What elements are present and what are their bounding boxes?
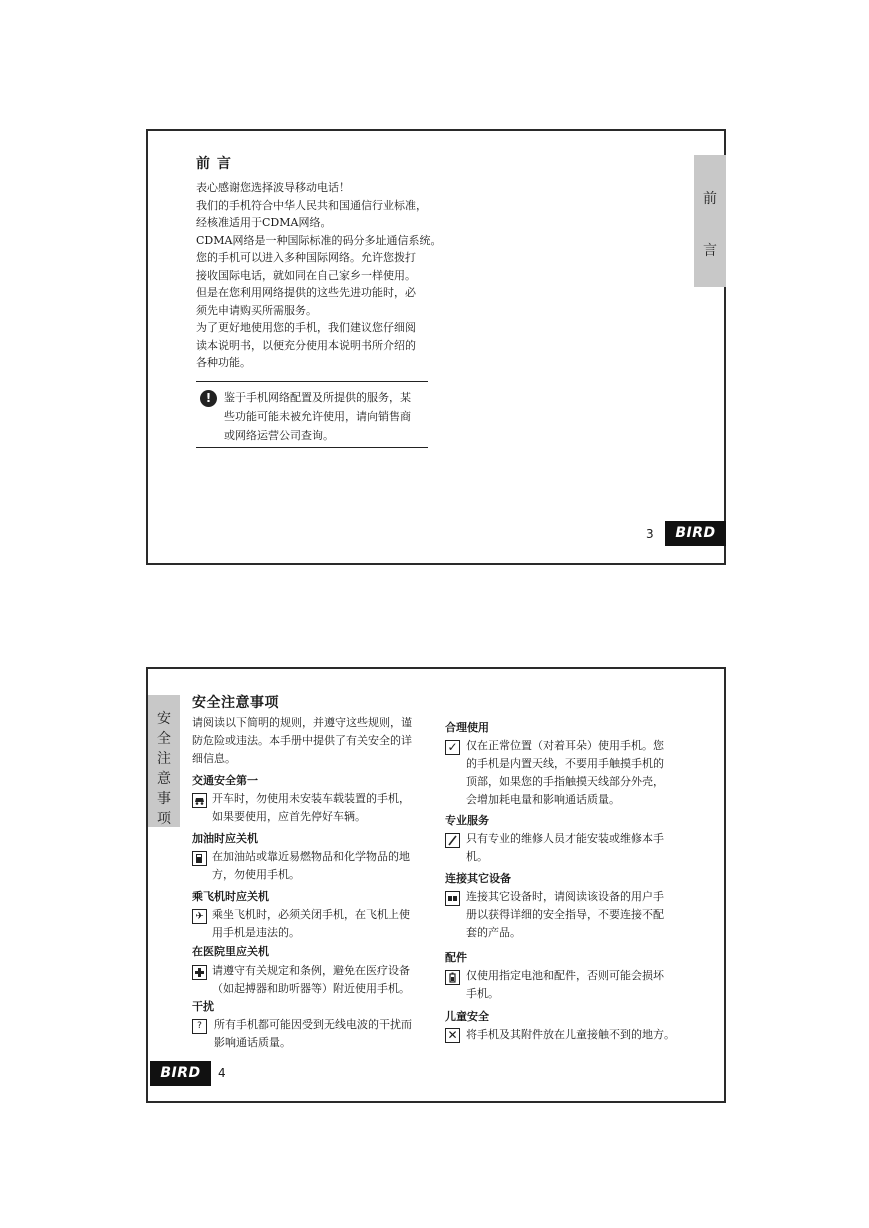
tab-char: 意 (157, 771, 171, 787)
connector-icon (445, 891, 460, 906)
section-heading: 合理使用 (445, 721, 489, 734)
text-line: 防危险或违法。本手册中提供了有关安全的详 (192, 734, 412, 747)
tab-char: 全 (157, 731, 171, 747)
side-tab (148, 695, 180, 827)
text-line: 各种功能。 (196, 356, 251, 369)
bird-logo: BIRD (665, 521, 726, 546)
bird-logo: BIRD (150, 1061, 211, 1086)
tab-char: 事 (157, 791, 171, 807)
section-heading: 在医院里应关机 (192, 945, 269, 958)
text-line: 的手机是内置天线，不要用手触摸手机的 (466, 757, 664, 770)
text-line: 用手机是违法的。 (212, 926, 300, 939)
section-text (466, 830, 664, 866)
tab-char: 安 (157, 711, 171, 727)
text-line: 连接其它设备时，请阅读该设备的用户手 (466, 890, 664, 903)
section-text (466, 888, 664, 942)
text-line: 请阅读以下简明的规则，并遵守这些规则，谨 (192, 716, 412, 729)
section-text (212, 906, 410, 942)
page-4 (146, 667, 726, 1103)
text-line: 鉴于手机网络配置及所提供的服务，某 (224, 391, 411, 404)
car-icon (192, 793, 207, 808)
section-text (212, 848, 410, 884)
section-heading: 专业服务 (445, 814, 489, 827)
medical-cross-icon (192, 965, 207, 980)
text-line: 须先申请购买所需服务。 (196, 303, 317, 317)
checkmark-icon: ✓ (445, 740, 460, 755)
text-line: 套的产品。 (466, 926, 521, 939)
page-3 (146, 129, 726, 565)
text-line: 但是在您利用网络提供的这些先进功能时，必 (196, 286, 416, 299)
text-line: 细信息。 (192, 752, 236, 765)
section-heading: 乘飞机时应关机 (192, 890, 269, 903)
text-line: 机。 (466, 850, 488, 863)
preface-text (196, 179, 441, 372)
text-line: 影响通话质量。 (214, 1036, 291, 1049)
text-line: 如果要使用，应首先停好车辆。 (212, 810, 366, 823)
section-heading: 干扰 (192, 1000, 214, 1013)
text-line: 表心感谢您选择波导移动电话！ (196, 181, 350, 194)
tab-char: 注 (157, 751, 171, 767)
text-line: 为了更好地使用您的手机，我们建议您仔细阅 (196, 321, 416, 334)
text-line: 册以获得详细的安全指导，不要连接不配 (466, 908, 664, 921)
airplane-icon: ✈ (192, 909, 207, 924)
section-text (466, 967, 664, 1003)
page-title: 安全注意事项 (192, 695, 279, 711)
section-heading: 配件 (445, 951, 467, 964)
page-number: 3 (646, 527, 654, 541)
battery-icon (445, 970, 460, 985)
section-text (214, 1016, 412, 1052)
page-title: 前 言 (196, 156, 232, 172)
text-line: 读本说明书，以便充分使用本说明书所介绍的 (196, 338, 416, 352)
text-line: 顶部，如果您的手指触摸天线部分外壳， (466, 775, 664, 788)
section-text (466, 1026, 675, 1044)
text-line: （如起搏器和助听器等）附近使用手机。 (212, 982, 410, 995)
tab-char: 项 (157, 811, 171, 827)
tab-char: 前 (703, 191, 717, 207)
text-line: 经核准适用于CDMA网络。 (196, 216, 332, 229)
text-line: 请遵守有关规定和条例，避免在医疗设备 (212, 964, 410, 977)
text-line: 将手机及其附件放在儿童接触不到的地方。 (466, 1028, 675, 1041)
warning-icon: ! (200, 390, 217, 407)
intro-text (192, 714, 412, 768)
wrench-icon (445, 833, 460, 848)
section-text (466, 737, 664, 809)
text-line: 只有专业的维修人员才能安装或维修本手 (466, 832, 664, 845)
text-line: 或网络运营公司查询。 (224, 429, 334, 442)
section-heading: 儿童安全 (445, 1010, 489, 1023)
text-line: 接收国际电话，就如同在自己家乡一样使用。 (196, 268, 416, 282)
side-tab (694, 155, 726, 287)
text-line: 乘坐飞机时，必须关闭手机，在飞机上使 (212, 908, 410, 921)
section-text (212, 790, 410, 826)
divider (196, 381, 428, 382)
text-line: 您的手机可以进入多种国际网络。允许您拨打 (196, 251, 416, 264)
text-line: 些功能可能未被允许使用，请向销售商 (224, 410, 411, 423)
text-line: 手机。 (466, 987, 499, 1000)
text-line: 所有手机都可能因受到无线电波的干扰而 (214, 1018, 412, 1031)
divider (196, 447, 428, 448)
fuel-pump-icon (192, 851, 207, 866)
text-line: CDMA网络是一种国际标准的码分多址通信系统。 (196, 233, 442, 247)
page-number: 4 (218, 1066, 226, 1080)
text-line: 在加油站或靠近易燃物品和化学物品的地 (212, 850, 410, 863)
section-heading: 交通安全第一 (192, 774, 258, 787)
tab-char: 言 (703, 243, 717, 259)
text-line: 我们的手机符合中华人民共和国通信行业标准， (196, 198, 427, 212)
text-line: 仅使用指定电池和配件，否则可能会损坏 (466, 969, 664, 982)
section-heading: 加油时应关机 (192, 832, 258, 845)
text-line: 仅在正常位置（对着耳朵）使用手机。您 (466, 739, 664, 752)
text-line: 开车时，勿使用未安装车载装置的手机， (212, 792, 410, 805)
note-text (224, 388, 411, 445)
text-line: 方，勿使用手机。 (212, 868, 300, 881)
text-line: 会增加耗电量和影响通话质量。 (466, 793, 620, 806)
child-safety-icon: ✕ (445, 1028, 460, 1043)
section-heading: 连接其它设备 (445, 872, 511, 885)
interference-icon: ? (192, 1019, 207, 1034)
section-text (212, 962, 410, 998)
